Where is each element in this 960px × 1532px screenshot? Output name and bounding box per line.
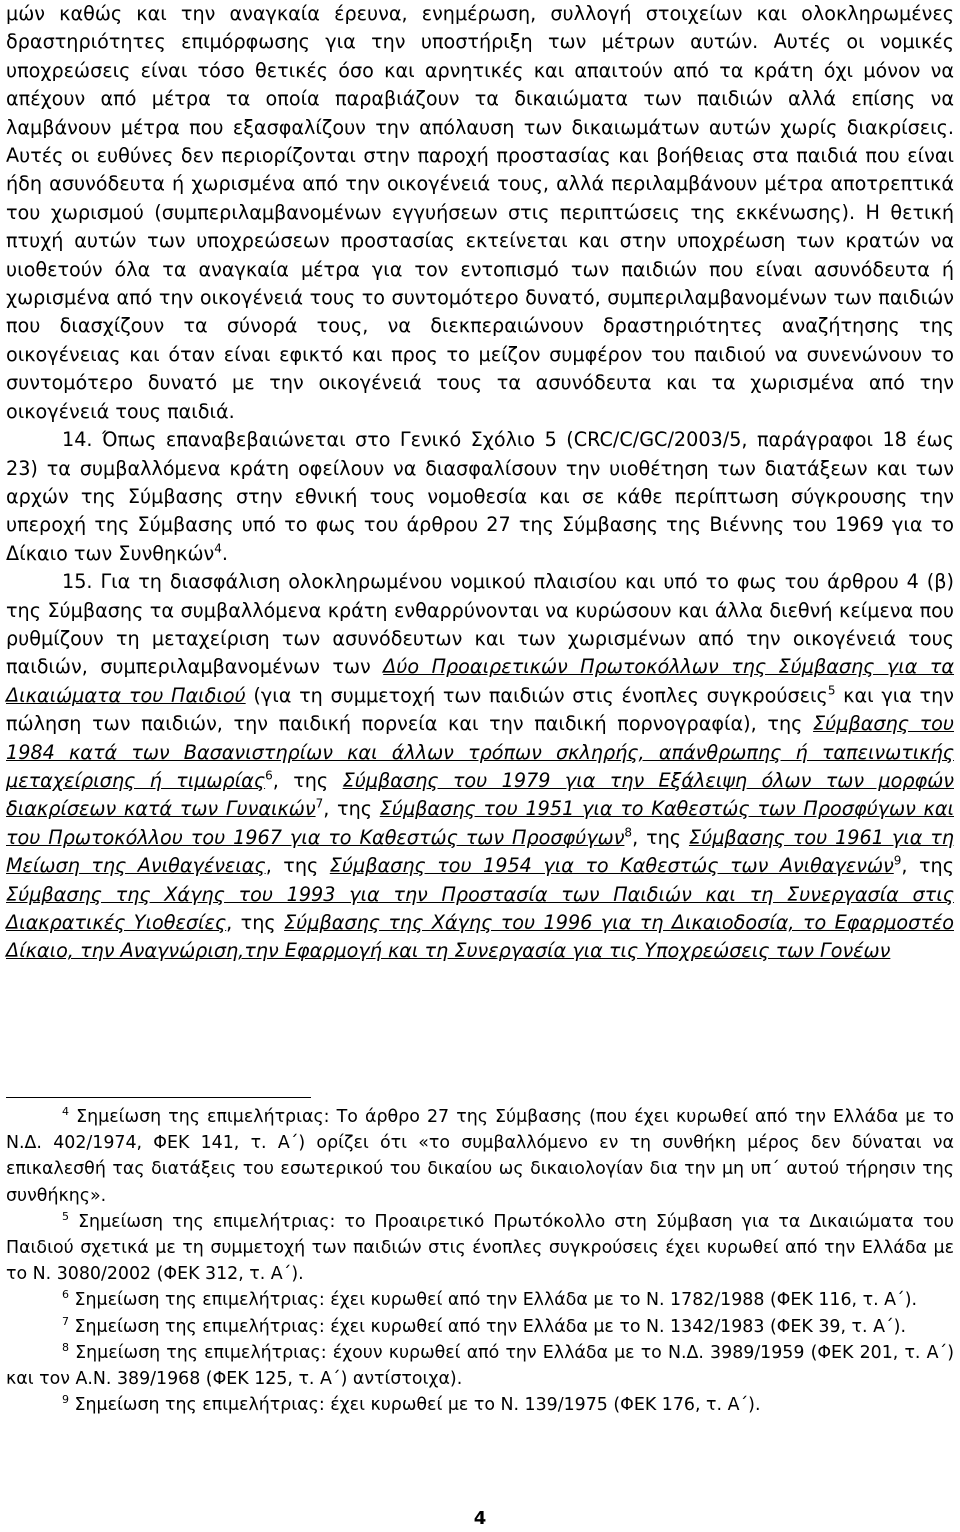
footnote-4 [6,1104,954,1209]
footnote-text: Σημείωση της επιμελήτριας: έχει κυρωθεί από την Ελλάδα με το Ν. 1342/1983 (ΦΕΚ 39, τ. Α΄). [74,1316,906,1337]
treaty-reference: Σύμβασης του 1951 για το Καθεστώς των Προσφύγων και του Πρωτοκόλλου του 1967 για το Καθεστώς των Προσφύγων [6,797,954,849]
footnote-9 [6,1392,954,1418]
treaty-reference: Σύμβασης της Χάγης του 1993 για την Προστασία των Παιδιών και τη Συνεργασία στις Διακρατικές Υιοθεσίες [6,882,954,934]
treaty-reference: Σύμβασης της Χάγης του 1996 για τη Δικαιοδοσία, το Εφαρμοστέο Δίκαιο, την Αναγνώριση,την Εφαρμογή και τη Συνεργασία για τις Υποχρεώσεις των Γονέων [6,911,954,963]
footnote-separator [6,1097,311,1098]
footnote-ref[interactable]: 6 [265,768,273,783]
treaty-reference: Σύμβασης του 1984 κατά των Βασανιστηρίων και άλλων τρόπων σκληρής, απάνθρωπης ή ταπεινωτικής μεταχείρισης ή τιμωρίας [6,712,955,792]
footnote-text: Σημείωση της επιμελήτριας: Το άρθρο 27 της Σύμβασης (που έχει κυρωθεί από την Ελλάδα με το Ν.Δ. 402/1974, ΦΕΚ 141, τ. Α΄) ορίζει ότι «το συμβαλλόμενο εν τη συνθήκη μέρος δεν δύναται να επικαλεσθή τας διατάξεις του εσωτερικού του δικαίου ως δικαιολογίαν δια την μη υπ΄ αυτού τήρησιν της συνθήκης». [6,1107,955,1206]
treaty-reference: Δύο Προαιρετικών Πρωτοκόλλων της Σύμβασης για τα Δικαιώματα του Παιδιού [6,655,955,707]
footnote-5 [6,1209,954,1288]
treaty-reference: Σύμβασης του 1954 για το Καθεστώς των Ανιθαγενών [329,854,894,878]
footnote-text: Σημείωση της επιμελήτριας: το Προαιρετικό Πρωτόκολλο στη Σύμβαση για τα Δικαιώματα του Παιδιού σχετικά με τη συμμετοχή των παιδιών στις ένοπλες συγκρούσεις έχει κυρωθεί από την Ελλάδα με το Ν. 3080/2002 (ΦΕΚ 312, τ. Α΄). [6,1211,954,1285]
paragraph-14 [6,426,954,568]
text-run: , της [265,854,330,878]
page-number: 4 [473,1508,487,1529]
footnote-number: 4 [62,1105,69,1119]
text-run: , της [226,911,285,934]
footnotes [6,1104,954,1418]
footnote-ref[interactable]: 9 [893,853,902,868]
footnote-text: Σημείωση της επιμελήτριας: έχει κυρωθεί από την Ελλάδα με το Ν. 1782/1988 (ΦΕΚ 116, τ. Α΄). [74,1290,918,1311]
text-run: , της [323,797,380,821]
text-run: , της [901,854,954,878]
footnote-ref[interactable]: 8 [624,825,633,840]
text-run: , της [272,768,343,792]
footnote-ref[interactable]: 4 [214,541,222,556]
footnote-ref[interactable]: 5 [827,683,836,698]
text-run: (για τη συμμετοχή των παιδιών στις ένοπλες συγκρούσεις [245,683,828,707]
text-run: και για την πώληση των παιδιών, την παιδική πορνεία και την παιδική πορνογραφία), της [6,683,954,736]
footnote-7 [6,1314,954,1340]
footnote-number: 6 [62,1288,69,1302]
footnote-number: 5 [62,1210,69,1224]
text-run: , της [632,825,689,849]
main-text [6,0,954,966]
footnote-text: Σημείωση της επιμελήτριας: έχουν κυρωθεί από την Ελλάδα με το Ν.Δ. 3989/1959 (ΦΕΚ 201, τ. Α΄) και τον Α.Ν. 389/1968 (ΦΕΚ 125, τ. Α΄) αντίστοιχα). [6,1342,954,1390]
document-page [6,0,954,966]
paragraph-15 [6,568,954,966]
footnote-number: 9 [62,1393,69,1407]
treaty-reference: Σύμβασης του 1961 για τη Μείωση της Ανιθαγένειας [6,825,954,878]
footnote-number: 8 [62,1341,69,1355]
footnote-6 [6,1287,954,1313]
footnote-text: Σημείωση της επιμελήτριας: έχει κυρωθεί με το Ν. 139/1975 (ΦΕΚ 176, τ. Α΄). [74,1395,761,1416]
paragraph-text: Όπως επαναβεβαιώνεται στο Γενικό Σχόλιο 5 (CRC/C/GC/2003/5, παράγραφοι 18 έως 23) τα συμβαλλόμενα κράτη οφείλουν να διασφαλίσουν την υιοθέτηση των διατάξεων και των αρχών της Σύμβασης στην εθνική τους νομοθεσία και σε κάθε περίπτωση σύγκρουσης την υπεροχή της Σύμβασης υπό το φως του άρθρου 27 της Σύμβασης της Βιέννης του 1969 για το Δίκαιο των Συνθηκών [6,428,954,565]
treaty-reference: Σύμβασης του 1979 για την Εξάλειψη όλων των μορφών διακρίσεων κατά των Γυναικών [6,768,954,821]
footnote-8 [6,1340,954,1392]
footnote-number: 7 [62,1314,69,1328]
footnote-ref[interactable]: 7 [315,796,324,811]
paragraph-number: 14. [62,428,93,452]
text-run: Για τη διασφάλιση ολοκληρωμένου νομικού πλαισίου και υπό το φως του άρθρου 4 (β) της Σύμβασης τα συμβαλλόμενα κράτη ενθαρρύνονται να κυρώσουν και άλλα διεθνή κείμενα που ρυθμίζουν τη μεταχείριση των ασυνόδευτων και των χωρισμένων από την οικογένειά τους παιδιών, συμπεριλαμβανομένων των [6,570,954,679]
paragraph-end: . [221,541,229,565]
paragraph-number: 15. [62,570,93,594]
intro-paragraph: μών καθώς και την αναγκαία έρευνα, ενημέρωση, συλλογή στοιχείων και ολοκληρωμένες δραστηριότητες επιμόρφωσης για την υποστήριξη των μέτρων αυτών. Αυτές οι νομικές υποχρεώσεις είναι τόσο θετικές όσο και αρνητικές και απαιτούν από τα κράτη όχι μόνον να απέχουν από μέτρα τα οποία παραβιάζουν τα δικαιώματα των παιδιών αλλά επίσης να λαμβάνουν μέτρα που εξασφαλίζουν την απόλαυση των δικαιωμάτων αυτών χωρίς διακρίσεις. Αυτές οι ευθύνες δεν περιορίζονται στην παροχή προστασίας και βοήθειας στα παιδιά που είναι ήδη ασυνόδευτα ή χωρισμένα από την οικογένειά τους, αλλά περιλαμβάνουν μέτρα αποτρεπτικά του χωρισμού (συμπεριλαμβανομένων εγγυήσεων στις περιπτώσεις της εκκένωσης). Η θετική πτυχή αυτών των υποχρεώσεων προστασίας εκτείνεται και στην υποχρέωση των κρατών να υιοθετούν όλα τα αναγκαία μέτρα για τον εντοπισμό των παιδιών που είναι ασυνόδευτα ή χωρισμένα από την οικογένειά τους το συντομότερο δυνατό, συμπεριλαμβανομένων των παιδιών που διασχίζουν τα σύνορά τους, να διεκπεραιώνουν δραστηριότητες αναζήτησης της οικογένειας και όταν είναι εφικτό και προς το μείζον συμφέρον του παιδιού να συνενώνουν το συντομότερο δυνατό με την οικογένειά τους τα ασυνόδευτα και τα χωρισμένα από την οικογένειά τους παιδιά. [6,2,954,423]
